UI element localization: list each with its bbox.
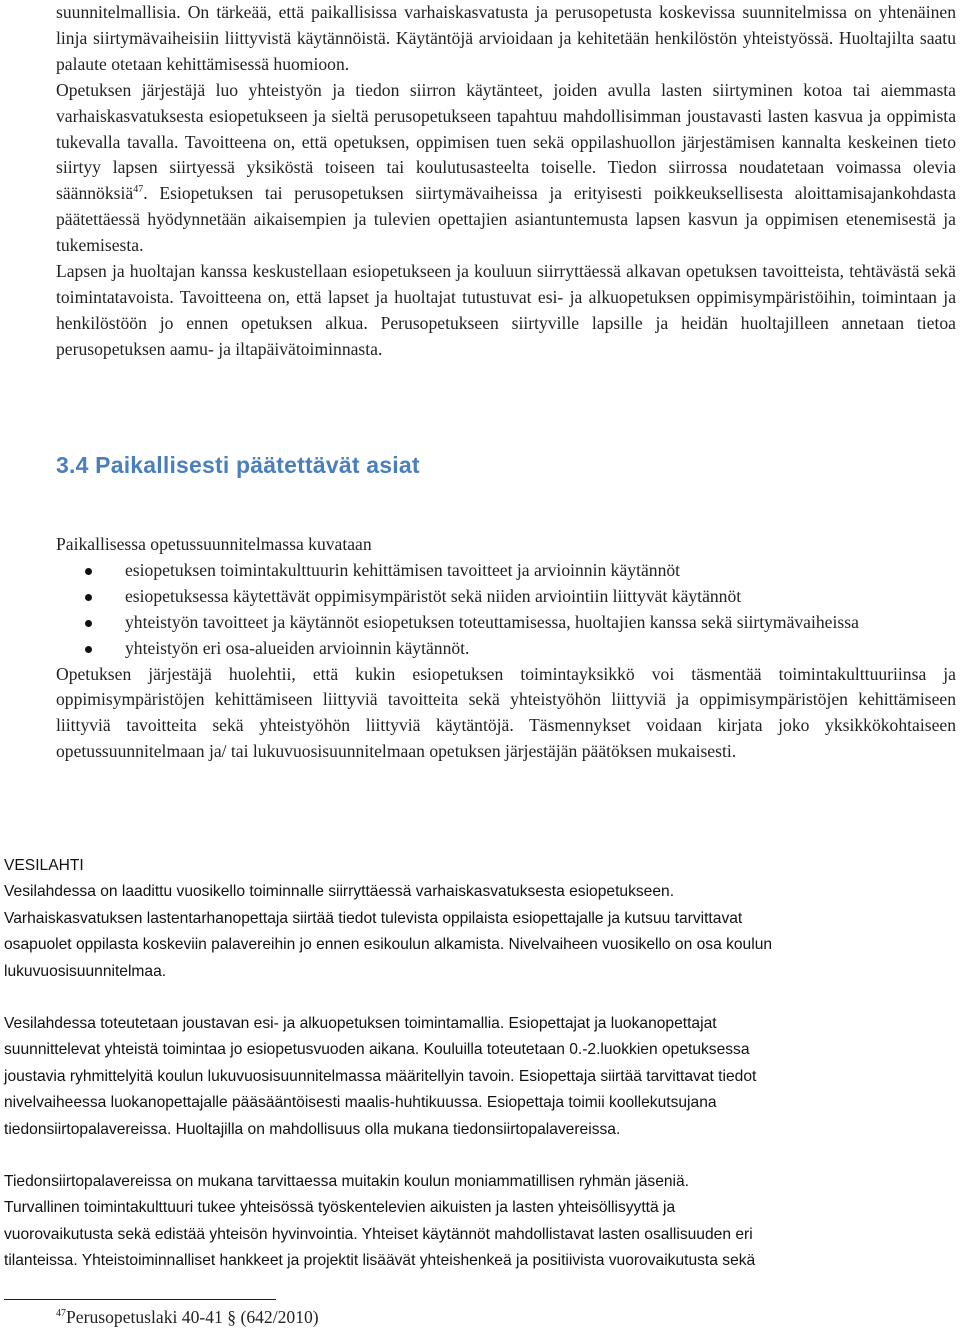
list-item-text: esiopetuksessa käytettävät oppimisympäristöt sekä niiden arviointiin liittyvät käytännöt [125,585,742,606]
text-line: Tiedonsiirtopalavereissa on mukana tarvittaessa muitakin koulun moniammatillisen ryhmän jäseniä. [4,1173,690,1191]
footnote-divider [4,1299,276,1300]
list-intro: Paikallisessa opetussuunnitelmassa kuvataan [56,534,372,554]
list-item-text: yhteistyön eri osa-alueiden arvioinnin käytännöt. [125,637,470,658]
text-line: vuorovaikutusta sekä edistää yhteisön hyvinvointia. Yhteiset käytännöt mahdollistavat lasten osallisuuden eri [4,1225,753,1243]
body-text-top [56,0,956,363]
text-line: osapuolet oppilasta koskeviin palavereihin jo ennen esikoulun alkamista. Nivelvaiheen vuosikello on osa koulun [4,936,773,954]
paragraph-2-continued: . Esiopetuksen tai perusopetuksen siirtymävaiheissa ja erityisesti poikkeuksellisesta aloittamisajankohdasta päätettäessä hyödynnetään aikaisempien ja tulevien opettajien asiantuntemusta lapsen kasvun ja oppimisen etenemisestä ja tukemisesta. [56,183,956,256]
vesilahti-section [4,853,954,1275]
paragraph-2 [56,78,956,259]
paragraph-1: suunnitelmallisia. On tärkeää, että paikallisissa varhaiskasvatusta ja perusopetusta koskevissa suunnitelmissa on yhtenäinen linja siirtymävaiheisiin liittyvistä käytännöistä. Käytäntöjä arvioidaan ja kehitetään henkilöstön yhteistyössä. Huoltajilta saatu palaute otetaan kehittämisessä huomioon. [56,2,956,74]
closing-paragraph: Opetuksen järjestäjä huolehtii, että kukin esiopetuksen toimintayksikkö voi täsmentää toimintakulttuuriinsa ja oppimisympäristöjen kehittämiseen liittyviä tavoitteita sekä yhteistyöhön liittyviä ja oppimisympäristöjen kehittämiseen liittyviä tavoitteita sekä yhteistyöhön liittyviä käytäntöjä. Täsmennykset voidaan kirjata joko yksikkökohtaiseen opetussuunnitelmaan ja/ tai lukuvuosisuunnitelmaan opetuksen järjestäjän päätöksen mukaisesti. [56,663,956,762]
list-item-text: esiopetuksen toimintakulttuurin kehittämisen tavoitteet ja arvioinnin käytännöt [125,559,681,580]
footnote-reference: 47 [133,184,144,196]
text-line: suunnittelevat yhteistä toimintaa jo esiopetusvuoden aikana. Kouluilla toteutetaan 0.-2.luokkien opetuksessa [4,1041,750,1059]
list-item [56,610,956,636]
bullet-icon [85,568,92,575]
footnote-text-after: (642/2010) [236,1307,319,1327]
list-item [56,584,956,610]
text-line: tiedonsiirtopalavereissa. Huoltajilla on mahdollisuus olla mukana tiedonsiirtopalavereissa. [4,1120,621,1138]
spacer [4,985,954,1011]
vesilahti-title: VESILAHTI [4,857,84,874]
footnote-number: 47 [56,1308,66,1320]
spacer [4,1143,954,1169]
text-line: nivelvaiheessa luokanopettajalle pääsääntöisesti maalis-huhtikuussa. Esiopettaja toimii koollekutsujana [4,1094,717,1112]
text-line: tilanteissa. Yhteistoiminnalliset hankkeet ja projektit lisäävät yhteishenkeä ja positiivista vuorovaikutusta sekä [4,1252,756,1270]
bullet-icon [85,620,92,627]
text-line: Varhaiskasvatuksen lastentarhanopettaja siirtää tiedot tulevista oppilaista esiopettajalle ja kutsuu tarvittavat [4,909,743,927]
text-line: lukuvuosisuunnitelmaa. [4,962,167,980]
bullet-icon [85,594,92,601]
list-item [56,558,956,584]
footnote-text: Perusopetuslaki 40-41 [66,1307,228,1327]
section-heading: 3.4 Paikallisesti päätettävät asiat [56,452,420,478]
text-line: joustavia ryhmittelyitä koulun lukuvuosisuunnitelmassa määritellyin tavoin. Esiopettaja siirtää tarvittavat tiedot [4,1067,757,1085]
section-sign: § [227,1307,237,1327]
bullet-icon [85,646,92,653]
paragraph-2-text: Opetuksen järjestäjä luo yhteistyön ja tiedon siirron käytänteet, joiden avulla lasten siirtyminen kotoa tai aiemmasta varhaiskasvatuksesta esiopetukseen ja sieltä perusopetukseen tapahtuu mahdollisimman joustavasti lasten kasvua ja oppimista tukevalla tavalla. Tavoitteena on, että opetuksen, oppimisen tuen sekä oppilashuollon järjestämisen kannalta keskeinen tieto siirtyy lapsen siirtyessä yksiköstä toiseen tai koulutusasteelta toiselle. Tiedon siirrossa noudatetaan voimassa olevia säännöksiä [56,79,956,204]
paragraph-3: Lapsen ja huoltajan kanssa keskustellaan esiopetukseen ja kouluun siirryttäessä alkavan opetuksen tavoitteista, tehtävästä sekä toimintatavoista. Tavoitteena on, että lapset ja huoltajat tutustuvat esi- ja alkuopetuksen oppimisympäristöihin, toimintaan ja henkilöstöön jo ennen opetuksen alkua. Perusopetukseen siirtyville lapsille ja heidän huoltajilleen annetaan tietoa perusopetuksen aamu- ja iltapäivätoiminnasta. [56,261,956,359]
list-item [56,636,956,662]
bullet-list [56,558,956,662]
text-line: Vesilahdessa on laadittu vuosikello toiminnalle siirryttäessä varhaiskasvatuksesta esiopetukseen. [4,883,675,901]
footnote [56,1305,319,1331]
text-line: Vesilahdessa toteutetaan joustavan esi- ja alkuopetuksen toimintamallia. Esiopettajat ja luokanopettajat [4,1015,717,1033]
local-decisions-section [56,532,956,765]
text-line: Turvallinen toimintakulttuuri tukee yhteisössä työskentelevien aikuisten ja lasten yhteisöllisyyttä ja [4,1199,676,1217]
list-item-text: yhteistyön tavoitteet ja käytännöt esiopetuksen toteuttamisessa, huoltajien kanssa sekä siirtymävaiheissa [125,611,859,632]
